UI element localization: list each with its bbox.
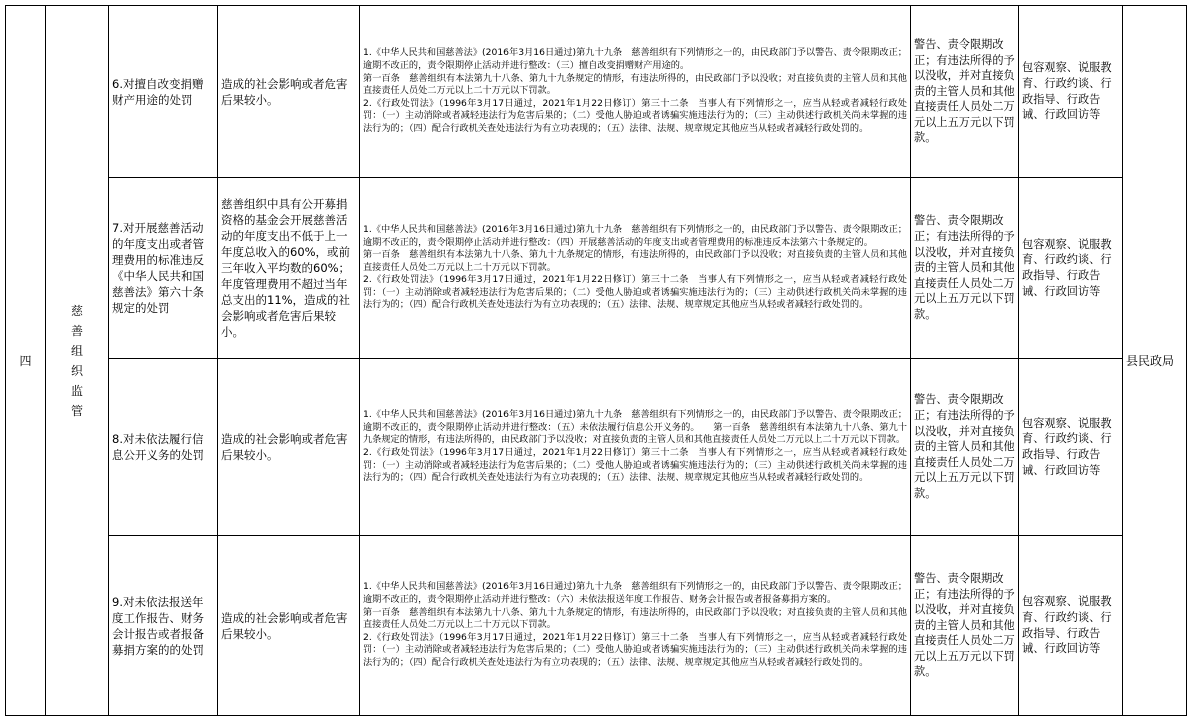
measures-cell: 包容观察、说服教育、行政约谈、行政指导、行政告诫、行政回访等 [1019, 178, 1123, 359]
basis-paragraph: 1.《中华人民共和国慈善法》(2016年3月16日通过)第九十九条 慈善组织有下列情形之一的，由民政部门予以警告、责令限期改正；逾期不改正的，责令限期停止活动并进行整改：（三）擅自改变捐赠财产用途的。 [363, 47, 907, 72]
table-row [6, 178, 1187, 359]
basis-paragraph: 1.《中华人民共和国慈善法》(2016年3月16日通过)第九十九条 慈善组织有下列情形之一的，由民政部门予以警告、责令限期改正；逾期不改正的，责令限期停止活动并进行整改：（六）未依法报送年度工作报告、财务会计报告或者报备募捐方案的。 [363, 581, 907, 606]
basis-paragraph: 2.《行政处罚法》（1996年3月17日通过，2021年1月22日修订）第三十二条 当事人有下列情形之一，应当从轻或者减轻行政处罚：（一）主动消除或者减轻违法行为危害后果的；（二）受他人胁迫或者诱骗实施违法行为的；（三）主动供述行政机关尚未掌握的违法行为的；（四）配合行政机关查处违法行为有立功表现的；（五）法律、法规、规章规定其他应当从轻或者减轻行政处罚的。 [363, 97, 907, 134]
penalty-cell: 警告、责令限期改正；有违法所得的予以没收，并对直接负责的主管人员和其他直接责任人员处二万元以上五万元以下罚款。 [911, 536, 1019, 716]
table-row [6, 359, 1187, 536]
basis-paragraph: 1.《中华人民共和国慈善法》(2016年3月16日通过)第九十九条 慈善组织有下列情形之一的，由民政部门予以警告、责令限期改正；逾期不改正的，责令限期停止活动并进行整改：（四）开展慈善活动的年度支出或者管理费用的标准违反本法第六十条规定的。 [363, 223, 907, 248]
penalty-cell: 警告、责令限期改正；有违法所得的予以没收，并对直接负责的主管人员和其他直接责任人员处二万元以上五万元以下罚款。 [911, 359, 1019, 536]
basis-cell [360, 536, 911, 716]
basis-cell [360, 359, 911, 536]
basis-paragraph: 2.《行政处罚法》（1996年3月17日通过，2021年1月22日修订）第三十二条 当事人有下列情形之一，应当从轻或者减轻行政处罚：（一）主动消除或者减轻违法行为危害后果的；（二）受他人胁迫或者诱骗实施违法行为的；（三）主动供述行政机关尚未掌握的违法行为的；（四）配合行政机关查处违法行为有立功表现的；（五）法律、法规、规章规定其他应当从轻或者减轻行政处罚的。 [363, 631, 907, 668]
measures-cell: 包容观察、说服教育、行政约谈、行政指导、行政告诫、行政回访等 [1019, 536, 1123, 716]
item-cell: 6.对擅自改变捐赠财产用途的处罚 [109, 6, 218, 178]
basis-paragraph: 第一百条 慈善组织有本法第九十八条、第九十九条规定的情形，有违法所得的，由民政部门予以没收；对直接负责的主管人员和其他直接责任人员处二万元以上二十万元以下罚款。 [363, 606, 907, 631]
condition-cell: 慈善组织中具有公开募捐资格的基金会开展慈善活动的年度支出不低于上一年度总收入的60%，或前三年收入平均数的60%；年度管理费用不超过当年总支出的11%，造成的社会影响或者危害后果较小。 [218, 178, 360, 359]
item-cell: 7.对开展慈善活动的年度支出或者管理费用的标准违反《中华人民共和国慈善法》第六十条规定的处罚 [109, 178, 218, 359]
department-cell: 县民政局 [1123, 6, 1187, 716]
basis-cell [360, 6, 911, 178]
table-row [6, 536, 1187, 716]
item-cell: 8.对未依法履行信息公开义务的处罚 [109, 359, 218, 536]
penalty-standards-table [5, 5, 1187, 716]
category-cell [46, 6, 109, 716]
penalty-cell: 警告、责令限期改正；有违法所得的予以没收，并对直接负责的主管人员和其他直接责任人员处二万元以上五万元以下罚款。 [911, 6, 1019, 178]
group-number-cell: 四 [6, 6, 46, 716]
basis-paragraph: 第一百条 慈善组织有本法第九十八条、第九十九条规定的情形，有违法所得的，由民政部门予以没收；对直接负责的主管人员和其他直接责任人员处二万元以上二十万元以下罚款。 [363, 72, 907, 97]
item-cell: 9.对未依法报送年度工作报告、财务会计报告或者报备募捐方案的的处罚 [109, 536, 218, 716]
basis-paragraph: 第一百条 慈善组织有本法第九十八条、第九十九条规定的情形，有违法所得的，由民政部门予以没收；对直接负责的主管人员和其他直接责任人员处二万元以上二十万元以下罚款。 [363, 249, 907, 273]
basis-paragraph: 1.《中华人民共和国慈善法》(2016年3月16日通过)第九十九条 慈善组织有下列情形之一的，由民政部门予以警告、责令限期改正；逾期不改正的，责令限期停止活动并进行整改：（五）未依法履行信息公开义务的。 第一百条 慈善组织有本法第九十八条、第九十九条规定的情形，有违法所得的，由民政部门予以没收；对直接负责的主管人员和其他直接责任人员处二万元以上二十万元以下罚款。 [363, 409, 907, 446]
condition-cell: 造成的社会影响或者危害后果较小。 [218, 536, 360, 716]
measures-cell: 包容观察、说服教育、行政约谈、行政指导、行政告诫、行政回访等 [1019, 359, 1123, 536]
table-row [6, 6, 1187, 178]
basis-paragraph: 2.《行政处罚法》（1996年3月17日通过，2021年1月22日修订）第三十二条 当事人有下列情形之一，应当从轻或者减轻行政处罚：（一）主动消除或者减轻违法行为危害后果的；（二）受他人胁迫或者诱骗实施违法行为的；（三）主动供述行政机关尚未掌握的违法行为的；（四）配合行政机关查处违法行为有立功表现的；（五）法律、法规、规章规定其他应当从轻或者减轻行政处罚的。 [363, 447, 907, 484]
basis-paragraph: 2.《行政处罚法》（1996年3月17日通过，2021年1月22日修订）第三十二条 当事人有下列情形之一，应当从轻或者减轻行政处罚：（一）主动消除或者减轻违法行为危害后果的；（二）受他人胁迫或者诱骗实施违法行为的；（三）主动供述行政机关尚未掌握的违法行为的；（四）配合行政机关查处违法行为有立功表现的；（五）法律、法规、规章规定其他应当从轻或者减轻行政处罚的。 [363, 274, 907, 311]
measures-cell: 包容观察、说服教育、行政约谈、行政指导、行政告诫、行政回访等 [1019, 6, 1123, 178]
category-label: 慈善组织监管 [70, 303, 83, 418]
basis-cell [360, 178, 911, 359]
condition-cell: 造成的社会影响或者危害后果较小。 [218, 6, 360, 178]
condition-cell: 造成的社会影响或者危害后果较小。 [218, 359, 360, 536]
penalty-cell: 警告、责令限期改正；有违法所得的予以没收，并对直接负责的主管人员和其他直接责任人员处二万元以上五万元以下罚款。 [911, 178, 1019, 359]
